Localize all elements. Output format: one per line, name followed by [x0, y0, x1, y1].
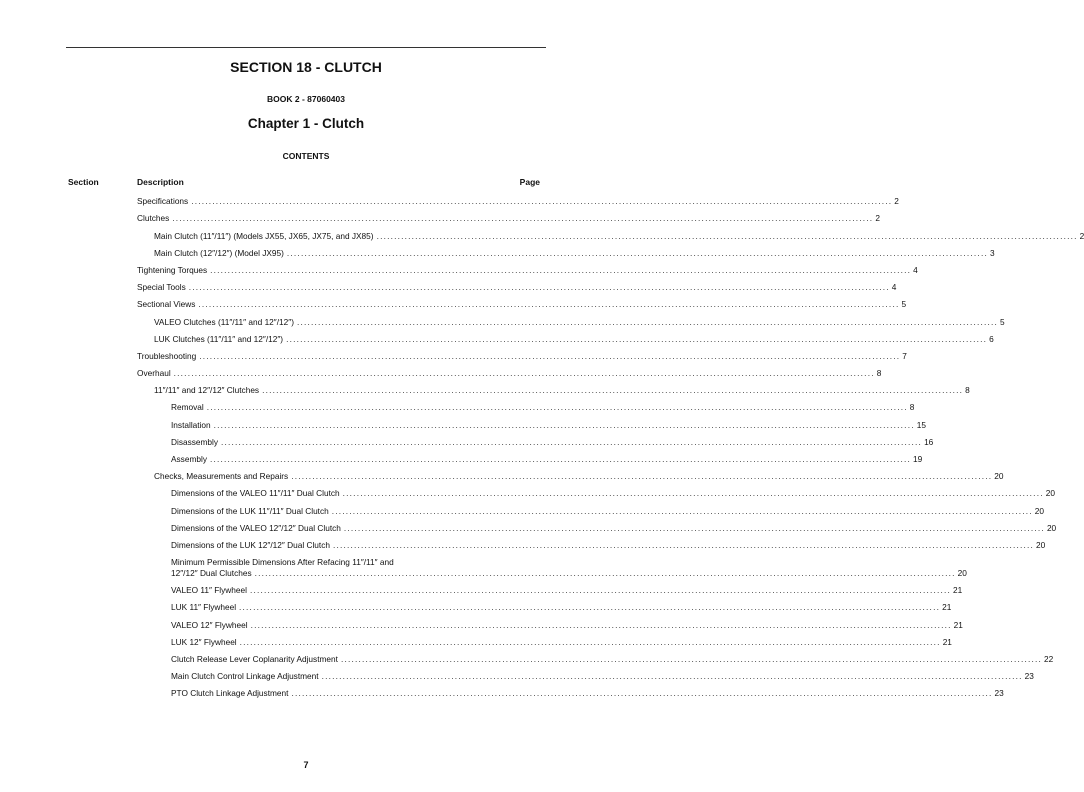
toc-entry-page: 2 [875, 213, 880, 224]
dot-leader: ........................................................................................................................................................................................................ [206, 402, 908, 413]
toc-entry-page: 15 [916, 419, 926, 430]
toc-entry-text: Main Clutch (12″/12″) (Model JX95) [154, 248, 287, 258]
toc-entry-text: VALEO 11″ Flywheel [171, 585, 250, 595]
dot-leader: ........................................................................................................................................................................................................ [188, 282, 890, 293]
toc-entry-text: Clutch Release Lever Coplanarity Adjustment [171, 654, 341, 664]
toc-entry-page: 20 [1036, 539, 1046, 550]
toc-entry [137, 348, 907, 365]
toc-entry-text: LUK Clutches (11″/11″ and 12″/12″) [154, 334, 286, 344]
toc-entry-text: Main Clutch Control Linkage Adjustment [171, 671, 322, 681]
column-header-description: Description [137, 177, 184, 187]
toc-entry-text-line1: Minimum Permissible Dimensions After Refacing 11″/11″ and [171, 556, 394, 567]
toc-entry-page: 5 [901, 299, 907, 310]
column-header-page: Page [519, 177, 540, 187]
toc-entry-text: LUK 12″ Flywheel [171, 637, 240, 647]
toc-entry-page: 22 [1043, 653, 1054, 664]
toc-entry-text: LUK 11″ Flywheel [171, 602, 239, 612]
section-title: SECTION 18 - CLUTCH [230, 59, 382, 75]
toc-entry-page: 20 [1045, 488, 1055, 499]
toc-entry [137, 193, 899, 210]
toc-entry [137, 262, 918, 279]
toc-entry-page: 3 [989, 247, 995, 258]
toc-entry [137, 210, 880, 227]
dot-leader: ........................................................................................................................................................................................................ [250, 619, 952, 630]
toc-entry-text: Tightening Torques [137, 265, 210, 275]
toc-entry [137, 554, 967, 582]
toc-entry [137, 399, 915, 416]
dot-leader: ........................................................................................................................................................................................................ [343, 522, 1045, 533]
dot-leader: ........................................................................................................................................................................................................ [262, 385, 964, 396]
toc-entry-text: Dimensions of the LUK 12″/12″ Dual Clutch [171, 540, 333, 550]
toc-entry-text: Checks, Measurements and Repairs [154, 471, 291, 481]
toc-entry-page: 23 [994, 688, 1004, 699]
toc-entry [137, 382, 970, 399]
contents-heading: CONTENTS [282, 151, 330, 161]
dot-leader: ........................................................................................................................................................................................................ [239, 636, 941, 647]
dot-leader: ........................................................................................................................................................................................................ [209, 454, 911, 464]
toc-entry-page: 2 [1079, 230, 1084, 241]
toc-entry [137, 537, 1046, 554]
dot-leader: ........................................................................................................................................................................................................ [376, 230, 1078, 241]
toc-entry-page: 20 [1046, 522, 1057, 533]
toc-entry-text: Main Clutch (11″/11″) (Models JX55, JX65, JX75, and JX85) [154, 231, 377, 241]
toc-entry [137, 582, 963, 599]
toc-entry-page: 8 [909, 402, 915, 413]
dot-leader: ........................................................................................................................................................................................................ [331, 505, 1033, 516]
toc-entry-text: Troubleshooting [137, 351, 199, 361]
toc-entry-text: Specifications [137, 196, 191, 206]
toc-entry-page: 20 [957, 567, 967, 578]
toc-entry [137, 616, 963, 633]
dot-leader: ........................................................................................................................................................................................................ [221, 436, 923, 447]
dot-leader: ........................................................................................................................................................................................................ [342, 488, 1044, 499]
toc-entry-page: 7 [902, 350, 907, 361]
toc-entry [137, 434, 934, 451]
toc-entry [137, 651, 1054, 668]
toc-entry-page: 19 [913, 454, 923, 464]
toc-entry-page: 21 [953, 619, 963, 630]
toc-entry [137, 313, 1005, 330]
book-number: BOOK 2 - 87060403 [267, 94, 345, 104]
toc-entry-text: 12″/12″ Dual Clutches [171, 568, 255, 578]
toc-entry [137, 485, 1055, 502]
toc-entry-page: 23 [1024, 671, 1034, 682]
toc-entry-page: 21 [942, 636, 952, 647]
dot-leader: ........................................................................................................................................................................................................ [291, 471, 993, 482]
dot-leader: ........................................................................................................................................................................................................ [286, 333, 988, 344]
dot-leader: ........................................................................................................................................................................................................ [199, 350, 901, 361]
toc-entry-text: Disassembly [171, 437, 221, 447]
dot-leader: ........................................................................................................................................................................................................ [296, 316, 998, 327]
toc-entry-page: 8 [876, 368, 882, 379]
chapter-title: Chapter 1 - Clutch [247, 116, 365, 131]
dot-leader: ........................................................................................................................................................................................................ [340, 653, 1042, 664]
toc-entry [137, 416, 926, 433]
toc-entry-page: 16 [924, 436, 934, 447]
toc-entry-page: 20 [1034, 505, 1045, 516]
toc-entry-page: 2 [894, 196, 899, 207]
column-header-section: Section [68, 177, 99, 187]
toc-entry [137, 279, 897, 296]
dot-leader: ........................................................................................................................................................................................................ [210, 264, 912, 275]
toc-entry-text: Special Tools [137, 282, 189, 292]
toc-entry [137, 296, 907, 313]
toc-entry [137, 685, 1004, 702]
toc-entry-text: Assembly [171, 454, 210, 464]
toc-entry-text: Dimensions of the VALEO 12″/12″ Dual Clutch [171, 523, 344, 533]
top-rule [66, 47, 546, 48]
toc-entry-page: 4 [891, 282, 897, 293]
page-number: 7 [303, 760, 309, 770]
toc-entry-page: 8 [965, 385, 970, 396]
toc-entry [137, 227, 1084, 244]
dot-leader: ........................................................................................................................................................................................................ [249, 585, 951, 596]
toc-entry [137, 451, 923, 468]
toc-entry [137, 365, 882, 382]
dot-leader: ........................................................................................................................................................................................................ [172, 213, 874, 224]
toc-entry [137, 468, 1004, 485]
dot-leader: ........................................................................................................................................................................................................ [291, 688, 993, 699]
toc-entry-page: 21 [952, 585, 963, 596]
toc-entry [137, 599, 952, 616]
toc-entry-text: Sectional Views [137, 299, 198, 309]
toc-entry-text: Installation [171, 420, 214, 430]
toc-entry-text: Dimensions of the LUK 11″/11″ Dual Clutch [171, 506, 332, 516]
toc-entry-text: Overhaul [137, 368, 174, 378]
dot-leader: ........................................................................................................................................................................................................ [321, 671, 1023, 682]
dot-leader: ........................................................................................................................................................................................................ [239, 602, 941, 613]
toc-entry [137, 331, 994, 348]
toc-entry [137, 245, 995, 262]
toc-entry-text: VALEO Clutches (11″/11″ and 12″/12″) [154, 317, 297, 327]
dot-leader: ........................................................................................................................................................................................................ [198, 299, 900, 310]
toc-entry-page: 21 [942, 602, 952, 613]
toc-entry [137, 634, 952, 651]
toc-entry [137, 668, 1034, 685]
toc-entry [137, 520, 1057, 537]
toc-entry-page: 4 [913, 264, 918, 275]
dot-leader: ........................................................................................................................................................................................................ [173, 368, 875, 379]
dot-leader: ........................................................................................................................................................................................................ [286, 247, 988, 258]
dot-leader: ........................................................................................................................................................................................................ [333, 539, 1035, 550]
toc-entry-text: VALEO 12″ Flywheel [171, 620, 251, 630]
toc-entry-text: Removal [171, 402, 207, 412]
toc-entry-page: 5 [1000, 316, 1005, 327]
toc-entry-text: 11″/11″ and 12″/12″ Clutches [154, 385, 262, 395]
toc-entry [137, 502, 1045, 519]
dot-leader: ........................................................................................................................................................................................................ [254, 567, 956, 578]
toc-entry-page: 20 [994, 471, 1004, 482]
toc-entry-page: 6 [989, 333, 994, 344]
toc-entry-text: Dimensions of the VALEO 11″/11″ Dual Clutch [171, 488, 343, 498]
toc-entry-text: Clutches [137, 213, 172, 223]
toc-entry-text: PTO Clutch Linkage Adjustment [171, 688, 291, 698]
dot-leader: ........................................................................................................................................................................................................ [213, 419, 915, 430]
dot-leader: ........................................................................................................................................................................................................ [191, 196, 893, 207]
table-of-contents [137, 193, 1084, 702]
